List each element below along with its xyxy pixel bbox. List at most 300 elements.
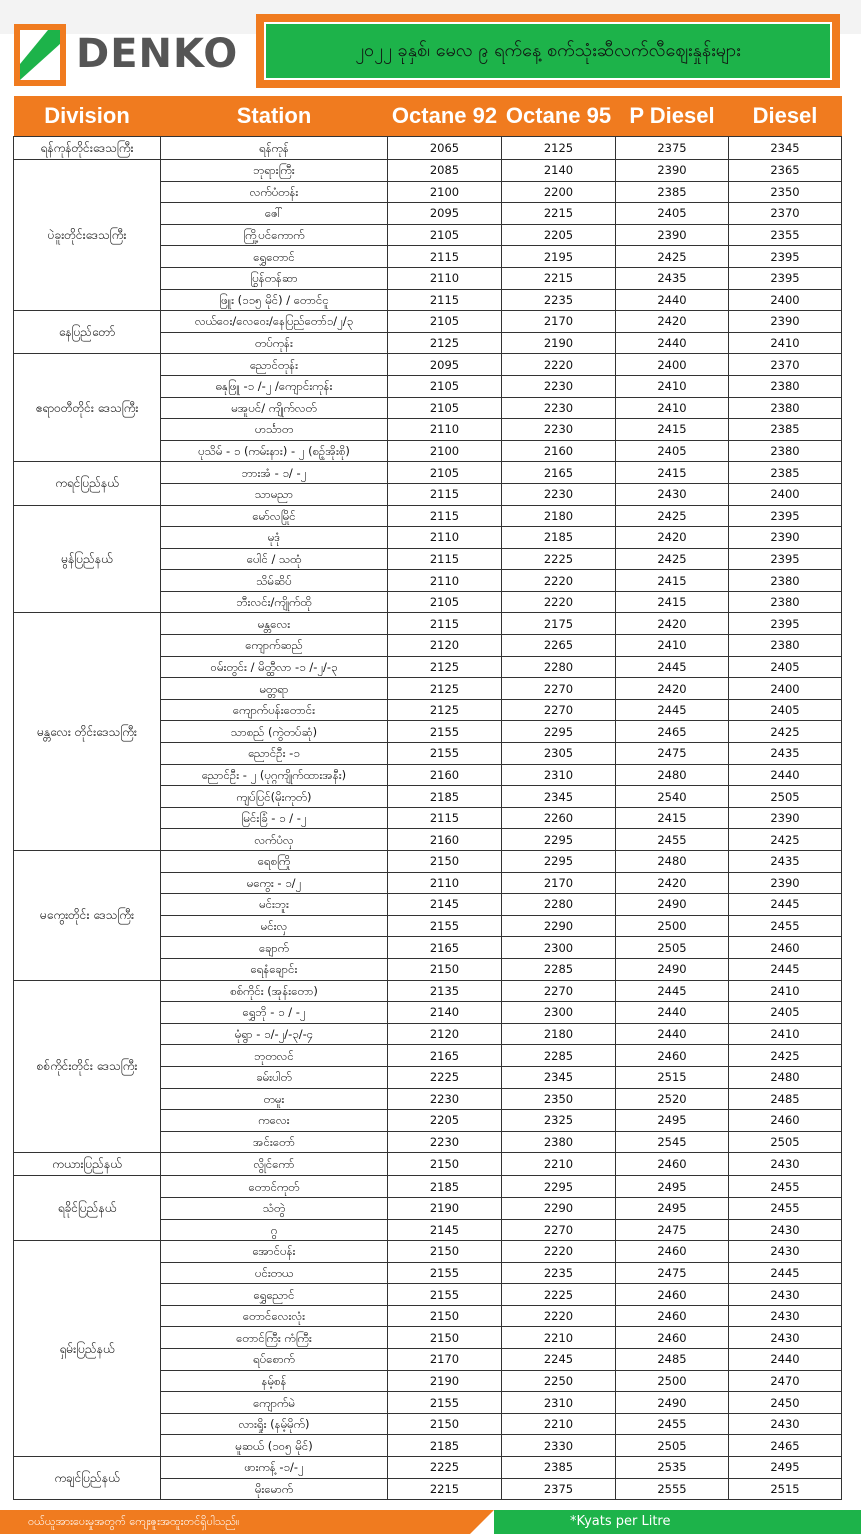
station-cell: မင်းလှ xyxy=(161,915,388,937)
title-banner xyxy=(256,14,840,88)
octane-92-price-cell: 2135 xyxy=(388,980,502,1002)
diesel-price-cell: 2505 xyxy=(729,1131,842,1153)
octane-92-price-cell: 2155 xyxy=(388,743,502,765)
octane-92-price-cell: 2115 xyxy=(388,548,502,570)
station-cell: မော်လမြိုင် xyxy=(161,505,388,527)
station-cell: မတ္တရာ xyxy=(161,678,388,700)
diesel-price-cell: 2465 xyxy=(729,1435,842,1457)
division-cell: စစ်ကိုင်းတိုင်း ဒေသကြီး xyxy=(14,980,161,1153)
p-diesel-price-cell: 2390 xyxy=(616,160,729,182)
station-cell: မကွေး - ၁/၂ xyxy=(161,872,388,894)
octane-95-price-cell: 2230 xyxy=(502,483,616,505)
p-diesel-price-cell: 2445 xyxy=(616,699,729,721)
diesel-price-cell: 2405 xyxy=(729,656,842,678)
diesel-price-cell: 2480 xyxy=(729,1066,842,1088)
station-cell: ကြို့ပင်ကောက် xyxy=(161,224,388,246)
p-diesel-price-cell: 2460 xyxy=(616,1045,729,1067)
octane-92-price-cell: 2125 xyxy=(388,656,502,678)
octane-95-price-cell: 2295 xyxy=(502,851,616,873)
station-cell: လားရှိုး (နမ့်မိုက်) xyxy=(161,1413,388,1435)
diesel-price-cell: 2410 xyxy=(729,332,842,354)
octane-92-price-cell: 2095 xyxy=(388,203,502,225)
octane-95-price-cell: 2125 xyxy=(502,137,616,160)
station-cell: တောင်ကုတ် xyxy=(161,1176,388,1198)
diesel-price-cell: 2400 xyxy=(729,678,842,700)
p-diesel-price-cell: 2505 xyxy=(616,937,729,959)
p-diesel-price-cell: 2475 xyxy=(616,1219,729,1241)
octane-92-price-cell: 2150 xyxy=(388,1241,502,1263)
octane-95-price-cell: 2210 xyxy=(502,1413,616,1435)
octane-95-price-cell: 2180 xyxy=(502,1023,616,1045)
octane-92-price-cell: 2115 xyxy=(388,807,502,829)
station-cell: ဂွ xyxy=(161,1219,388,1241)
octane-92-price-cell: 2100 xyxy=(388,181,502,203)
diesel-price-cell: 2380 xyxy=(729,635,842,657)
station-cell: ရေနံချောင်း xyxy=(161,958,388,980)
station-cell: နမ့်စန် xyxy=(161,1370,388,1392)
octane-92-price-cell: 2150 xyxy=(388,958,502,980)
p-diesel-price-cell: 2490 xyxy=(616,894,729,916)
octane-92-price-cell: 2185 xyxy=(388,786,502,808)
octane-92-price-cell: 2155 xyxy=(388,915,502,937)
diesel-price-cell: 2435 xyxy=(729,743,842,765)
station-cell: တောင်လေးလုံး xyxy=(161,1305,388,1327)
diesel-price-cell: 2445 xyxy=(729,1262,842,1284)
octane-92-price-cell: 2110 xyxy=(388,419,502,441)
station-cell: တမူး xyxy=(161,1088,388,1110)
octane-92-price-cell: 2105 xyxy=(388,591,502,613)
octane-92-price-cell: 2155 xyxy=(388,1284,502,1306)
table-row xyxy=(14,851,842,873)
station-cell: ရန်ကုန် xyxy=(161,137,388,160)
octane-95-price-cell: 2195 xyxy=(502,246,616,268)
diesel-price-cell: 2445 xyxy=(729,894,842,916)
p-diesel-price-cell: 2460 xyxy=(616,1327,729,1349)
octane-92-price-cell: 2225 xyxy=(388,1066,502,1088)
octane-92-price-cell: 2165 xyxy=(388,1045,502,1067)
station-cell: အင်းတော် xyxy=(161,1131,388,1153)
p-diesel-price-cell: 2420 xyxy=(616,527,729,549)
diesel-price-cell: 2495 xyxy=(729,1457,842,1479)
octane-95-price-cell: 2140 xyxy=(502,160,616,182)
p-diesel-price-cell: 2415 xyxy=(616,462,729,484)
diesel-price-cell: 2390 xyxy=(729,311,842,333)
diesel-price-cell: 2380 xyxy=(729,375,842,397)
p-diesel-price-cell: 2440 xyxy=(616,289,729,311)
station-cell: ရွှေတောင် xyxy=(161,246,388,268)
octane-95-price-cell: 2295 xyxy=(502,829,616,851)
diesel-price-cell: 2460 xyxy=(729,937,842,959)
diesel-price-cell: 2390 xyxy=(729,872,842,894)
octane-95-price-cell: 2170 xyxy=(502,872,616,894)
diesel-price-cell: 2380 xyxy=(729,591,842,613)
octane-95-price-cell: 2280 xyxy=(502,894,616,916)
octane-95-price-cell: 2210 xyxy=(502,1153,616,1176)
octane-92-price-cell: 2150 xyxy=(388,1327,502,1349)
table-row xyxy=(14,1457,842,1479)
division-cell: ရခိုင်ပြည်နယ် xyxy=(14,1176,161,1241)
octane-95-price-cell: 2325 xyxy=(502,1110,616,1132)
octane-92-price-cell: 2100 xyxy=(388,440,502,462)
station-cell: သိမ်ဆိပ် xyxy=(161,570,388,592)
octane-92-price-cell: 2150 xyxy=(388,1413,502,1435)
octane-95-price-cell: 2305 xyxy=(502,743,616,765)
octane-95-price-cell: 2190 xyxy=(502,332,616,354)
p-diesel-price-cell: 2390 xyxy=(616,224,729,246)
octane-95-price-cell: 2245 xyxy=(502,1349,616,1371)
station-cell: တပ်ကုန်း xyxy=(161,332,388,354)
division-cell: မန္တလေး တိုင်းဒေသကြီး xyxy=(14,613,161,851)
col-header-division: Division xyxy=(14,96,161,137)
octane-95-price-cell: 2260 xyxy=(502,807,616,829)
p-diesel-price-cell: 2420 xyxy=(616,311,729,333)
station-cell: သာမညာ xyxy=(161,483,388,505)
diesel-price-cell: 2395 xyxy=(729,613,842,635)
octane-95-price-cell: 2210 xyxy=(502,1327,616,1349)
octane-92-price-cell: 2140 xyxy=(388,1002,502,1024)
station-cell: လက်ပံတန်း xyxy=(161,181,388,203)
station-cell: မုံရွာ - ၁/-၂/-၃/-၄ xyxy=(161,1023,388,1045)
diesel-price-cell: 2345 xyxy=(729,137,842,160)
station-cell: မအူပင်/ ကျိုက်လတ် xyxy=(161,397,388,419)
octane-92-price-cell: 2115 xyxy=(388,613,502,635)
octane-95-price-cell: 2185 xyxy=(502,527,616,549)
octane-95-price-cell: 2220 xyxy=(502,1305,616,1327)
octane-95-price-cell: 2280 xyxy=(502,656,616,678)
station-cell: ကျောက်ပန်းတောင်း xyxy=(161,699,388,721)
diesel-price-cell: 2405 xyxy=(729,699,842,721)
division-cell: ရှမ်းပြည်နယ် xyxy=(14,1241,161,1457)
octane-95-price-cell: 2235 xyxy=(502,1262,616,1284)
footer-green-band xyxy=(494,1510,861,1534)
diesel-price-cell: 2430 xyxy=(729,1219,842,1241)
p-diesel-price-cell: 2495 xyxy=(616,1197,729,1219)
octane-92-price-cell: 2115 xyxy=(388,483,502,505)
p-diesel-price-cell: 2425 xyxy=(616,246,729,268)
price-table xyxy=(13,96,842,1500)
diesel-price-cell: 2400 xyxy=(729,289,842,311)
diesel-price-cell: 2455 xyxy=(729,1176,842,1198)
station-cell: ဝမ်းတွင်း / မိတ္ထီလာ -၁ /-၂/-၃ xyxy=(161,656,388,678)
p-diesel-price-cell: 2400 xyxy=(616,354,729,376)
octane-95-price-cell: 2230 xyxy=(502,375,616,397)
octane-92-price-cell: 2125 xyxy=(388,678,502,700)
octane-95-price-cell: 2230 xyxy=(502,419,616,441)
p-diesel-price-cell: 2490 xyxy=(616,958,729,980)
col-header-octane-95: Octane 95 xyxy=(502,96,616,137)
diesel-price-cell: 2425 xyxy=(729,829,842,851)
octane-92-price-cell: 2160 xyxy=(388,829,502,851)
station-cell: သာစည် (ကွဲတပ်ဆုံ) xyxy=(161,721,388,743)
p-diesel-price-cell: 2460 xyxy=(616,1241,729,1263)
octane-92-price-cell: 2105 xyxy=(388,397,502,419)
p-diesel-price-cell: 2375 xyxy=(616,137,729,160)
p-diesel-price-cell: 2440 xyxy=(616,332,729,354)
diesel-price-cell: 2400 xyxy=(729,483,842,505)
p-diesel-price-cell: 2480 xyxy=(616,764,729,786)
diesel-price-cell: 2450 xyxy=(729,1392,842,1414)
octane-95-price-cell: 2310 xyxy=(502,1392,616,1414)
footer xyxy=(0,1510,861,1534)
octane-95-price-cell: 2300 xyxy=(502,1002,616,1024)
octane-95-price-cell: 2220 xyxy=(502,591,616,613)
p-diesel-price-cell: 2410 xyxy=(616,397,729,419)
diesel-price-cell: 2435 xyxy=(729,851,842,873)
p-diesel-price-cell: 2405 xyxy=(616,440,729,462)
diesel-price-cell: 2440 xyxy=(729,1349,842,1371)
station-cell: ပင်းတယ xyxy=(161,1262,388,1284)
p-diesel-price-cell: 2445 xyxy=(616,980,729,1002)
division-cell: ပဲခူးတိုင်းဒေသကြီး xyxy=(14,160,161,311)
diesel-price-cell: 2445 xyxy=(729,958,842,980)
octane-92-price-cell: 2115 xyxy=(388,289,502,311)
diesel-price-cell: 2355 xyxy=(729,224,842,246)
octane-95-price-cell: 2230 xyxy=(502,397,616,419)
station-cell: လက်ပံလှ xyxy=(161,829,388,851)
station-cell: သံတွဲ xyxy=(161,1197,388,1219)
octane-95-price-cell: 2200 xyxy=(502,181,616,203)
diesel-price-cell: 2385 xyxy=(729,462,842,484)
diesel-price-cell: 2410 xyxy=(729,980,842,1002)
header xyxy=(0,12,861,92)
diesel-price-cell: 2350 xyxy=(729,181,842,203)
octane-92-price-cell: 2105 xyxy=(388,224,502,246)
station-cell: လယ်ဝေး/လေဝေး/နေပြည်တော်၁/၂/၃ xyxy=(161,311,388,333)
p-diesel-price-cell: 2420 xyxy=(616,613,729,635)
p-diesel-price-cell: 2495 xyxy=(616,1110,729,1132)
division-cell: ကရင်ပြည်နယ် xyxy=(14,462,161,505)
page-title: ၂၀၂၂ ခုနှစ်၊ မေလ ၉ ရက်နေ့ စက်သုံးဆီလက်လီဈေးနှုန်းများ xyxy=(355,39,741,61)
octane-92-price-cell: 2125 xyxy=(388,699,502,721)
table-row xyxy=(14,1176,842,1198)
station-cell: ပြွန်တန်ဆာ xyxy=(161,267,388,289)
division-cell: မကွေးတိုင်း ဒေသကြီး xyxy=(14,851,161,981)
octane-92-price-cell: 2110 xyxy=(388,527,502,549)
octane-92-price-cell: 2145 xyxy=(388,1219,502,1241)
station-cell: မြင်းခြံ - ၁ / -၂ xyxy=(161,807,388,829)
octane-92-price-cell: 2105 xyxy=(388,462,502,484)
table-row xyxy=(14,980,842,1002)
octane-92-price-cell: 2120 xyxy=(388,635,502,657)
footer-slant xyxy=(470,1510,494,1534)
octane-95-price-cell: 2170 xyxy=(502,311,616,333)
diesel-price-cell: 2485 xyxy=(729,1088,842,1110)
octane-92-price-cell: 2165 xyxy=(388,937,502,959)
diesel-price-cell: 2370 xyxy=(729,354,842,376)
octane-95-price-cell: 2215 xyxy=(502,267,616,289)
octane-92-price-cell: 2170 xyxy=(388,1349,502,1371)
octane-92-price-cell: 2085 xyxy=(388,160,502,182)
diesel-price-cell: 2430 xyxy=(729,1241,842,1263)
octane-95-price-cell: 2220 xyxy=(502,354,616,376)
diesel-price-cell: 2430 xyxy=(729,1327,842,1349)
diesel-price-cell: 2455 xyxy=(729,1197,842,1219)
octane-92-price-cell: 2110 xyxy=(388,872,502,894)
station-cell: ညောင်တုန်း xyxy=(161,354,388,376)
octane-95-price-cell: 2285 xyxy=(502,958,616,980)
diesel-price-cell: 2380 xyxy=(729,570,842,592)
table-row xyxy=(14,354,842,376)
octane-95-price-cell: 2180 xyxy=(502,505,616,527)
p-diesel-price-cell: 2430 xyxy=(616,483,729,505)
table-row xyxy=(14,137,842,160)
division-cell: ကချင်ပြည်နယ် xyxy=(14,1457,161,1500)
p-diesel-price-cell: 2420 xyxy=(616,678,729,700)
footer-unit-note: *Kyats per Litre xyxy=(570,1514,671,1529)
octane-92-price-cell: 2205 xyxy=(388,1110,502,1132)
octane-95-price-cell: 2380 xyxy=(502,1131,616,1153)
diesel-price-cell: 2395 xyxy=(729,246,842,268)
octane-95-price-cell: 2270 xyxy=(502,699,616,721)
octane-95-price-cell: 2295 xyxy=(502,1176,616,1198)
denko-logo-icon xyxy=(14,24,66,86)
station-cell: ညောင်ဦး -၁ xyxy=(161,743,388,765)
station-cell: ပေါင် / သထုံ xyxy=(161,548,388,570)
p-diesel-price-cell: 2540 xyxy=(616,786,729,808)
division-cell: ကယားပြည်နယ် xyxy=(14,1153,161,1176)
diesel-price-cell: 2430 xyxy=(729,1305,842,1327)
octane-95-price-cell: 2225 xyxy=(502,1284,616,1306)
octane-95-price-cell: 2250 xyxy=(502,1370,616,1392)
octane-92-price-cell: 2155 xyxy=(388,1262,502,1284)
octane-92-price-cell: 2155 xyxy=(388,721,502,743)
p-diesel-price-cell: 2440 xyxy=(616,1023,729,1045)
octane-92-price-cell: 2105 xyxy=(388,375,502,397)
station-cell: ရပ်စောက် xyxy=(161,1349,388,1371)
station-cell: မူဆယ် (၁၀၅ မိုင်) xyxy=(161,1435,388,1457)
p-diesel-price-cell: 2520 xyxy=(616,1088,729,1110)
octane-95-price-cell: 2160 xyxy=(502,440,616,462)
denko-logo xyxy=(14,20,250,90)
octane-92-price-cell: 2110 xyxy=(388,267,502,289)
diesel-price-cell: 2365 xyxy=(729,160,842,182)
p-diesel-price-cell: 2500 xyxy=(616,1370,729,1392)
diesel-price-cell: 2430 xyxy=(729,1284,842,1306)
octane-92-price-cell: 2190 xyxy=(388,1197,502,1219)
p-diesel-price-cell: 2415 xyxy=(616,591,729,613)
diesel-price-cell: 2425 xyxy=(729,1045,842,1067)
octane-95-price-cell: 2235 xyxy=(502,289,616,311)
octane-95-price-cell: 2220 xyxy=(502,570,616,592)
octane-92-price-cell: 2225 xyxy=(388,1457,502,1479)
p-diesel-price-cell: 2415 xyxy=(616,807,729,829)
p-diesel-price-cell: 2410 xyxy=(616,635,729,657)
diesel-price-cell: 2430 xyxy=(729,1153,842,1176)
octane-92-price-cell: 2185 xyxy=(388,1435,502,1457)
octane-95-price-cell: 2345 xyxy=(502,786,616,808)
table-row xyxy=(14,505,842,527)
diesel-price-cell: 2410 xyxy=(729,1023,842,1045)
octane-92-price-cell: 2190 xyxy=(388,1370,502,1392)
p-diesel-price-cell: 2405 xyxy=(616,203,729,225)
octane-92-price-cell: 2160 xyxy=(388,764,502,786)
table-row xyxy=(14,1153,842,1176)
octane-92-price-cell: 2215 xyxy=(388,1478,502,1500)
octane-92-price-cell: 2185 xyxy=(388,1176,502,1198)
table-row xyxy=(14,311,842,333)
p-diesel-price-cell: 2455 xyxy=(616,1413,729,1435)
diesel-price-cell: 2390 xyxy=(729,527,842,549)
division-cell: နေပြည်တော် xyxy=(14,311,161,354)
octane-92-price-cell: 2115 xyxy=(388,246,502,268)
station-cell: ညောင်ဦး - ၂ (ပုဂ္ဂကျိုက်ထားအနီး) xyxy=(161,764,388,786)
octane-95-price-cell: 2225 xyxy=(502,548,616,570)
diesel-price-cell: 2390 xyxy=(729,807,842,829)
station-cell: ကျပ်ပြင်(မိုးကုတ်) xyxy=(161,786,388,808)
octane-92-price-cell: 2105 xyxy=(388,311,502,333)
diesel-price-cell: 2370 xyxy=(729,203,842,225)
p-diesel-price-cell: 2435 xyxy=(616,267,729,289)
octane-95-price-cell: 2165 xyxy=(502,462,616,484)
p-diesel-price-cell: 2475 xyxy=(616,1262,729,1284)
octane-95-price-cell: 2385 xyxy=(502,1457,616,1479)
p-diesel-price-cell: 2490 xyxy=(616,1392,729,1414)
station-cell: ဟင်္သာတ xyxy=(161,419,388,441)
octane-92-price-cell: 2120 xyxy=(388,1023,502,1045)
octane-92-price-cell: 2095 xyxy=(388,354,502,376)
division-cell: ရန်ကုန်တိုင်းဒေသကြီး xyxy=(14,137,161,160)
p-diesel-price-cell: 2475 xyxy=(616,743,729,765)
brand-name: DENKO xyxy=(76,31,239,77)
table-header-row xyxy=(14,96,842,137)
diesel-price-cell: 2505 xyxy=(729,786,842,808)
p-diesel-price-cell: 2485 xyxy=(616,1349,729,1371)
table-row xyxy=(14,1241,842,1263)
station-cell: ရေစကြို xyxy=(161,851,388,873)
p-diesel-price-cell: 2385 xyxy=(616,181,729,203)
station-cell: ဓနုဖြူ -၁ /-၂ /ကျောင်းကုန်း xyxy=(161,375,388,397)
station-cell: ဖားကန့် -၁/-၂ xyxy=(161,1457,388,1479)
station-cell: ဇေါ် xyxy=(161,203,388,225)
octane-95-price-cell: 2300 xyxy=(502,937,616,959)
p-diesel-price-cell: 2445 xyxy=(616,656,729,678)
p-diesel-price-cell: 2515 xyxy=(616,1066,729,1088)
p-diesel-price-cell: 2535 xyxy=(616,1457,729,1479)
octane-92-price-cell: 2230 xyxy=(388,1131,502,1153)
table-row xyxy=(14,613,842,635)
station-cell: အောင်ပန်း xyxy=(161,1241,388,1263)
footer-thanks-note: ဝယ်ယူအားပေးမှုအတွက် ကျေးဇူးအထူးတင်ရှိပါသည်။ xyxy=(28,1515,240,1528)
p-diesel-price-cell: 2480 xyxy=(616,851,729,873)
diesel-price-cell: 2380 xyxy=(729,440,842,462)
station-cell: လွိုင်ကော် xyxy=(161,1153,388,1176)
p-diesel-price-cell: 2425 xyxy=(616,548,729,570)
p-diesel-price-cell: 2420 xyxy=(616,872,729,894)
diesel-price-cell: 2380 xyxy=(729,397,842,419)
p-diesel-price-cell: 2495 xyxy=(616,1176,729,1198)
octane-95-price-cell: 2290 xyxy=(502,1197,616,1219)
octane-92-price-cell: 2125 xyxy=(388,332,502,354)
octane-92-price-cell: 2150 xyxy=(388,1305,502,1327)
col-header-p-diesel: P Diesel xyxy=(616,96,729,137)
octane-95-price-cell: 2205 xyxy=(502,224,616,246)
octane-95-price-cell: 2295 xyxy=(502,721,616,743)
octane-92-price-cell: 2155 xyxy=(388,1392,502,1414)
diesel-price-cell: 2515 xyxy=(729,1478,842,1500)
diesel-price-cell: 2430 xyxy=(729,1413,842,1435)
p-diesel-price-cell: 2415 xyxy=(616,419,729,441)
station-cell: ပုသိမ် - ၁ (ကမ်းနား) - ၂ (စဉ့်အိုးစို) xyxy=(161,440,388,462)
octane-92-price-cell: 2150 xyxy=(388,1153,502,1176)
diesel-price-cell: 2460 xyxy=(729,1110,842,1132)
diesel-price-cell: 2395 xyxy=(729,267,842,289)
station-cell: ကျောက်ဆည် xyxy=(161,635,388,657)
diesel-price-cell: 2395 xyxy=(729,548,842,570)
p-diesel-price-cell: 2415 xyxy=(616,570,729,592)
table-body xyxy=(14,137,842,1500)
diesel-price-cell: 2405 xyxy=(729,1002,842,1024)
p-diesel-price-cell: 2505 xyxy=(616,1435,729,1457)
